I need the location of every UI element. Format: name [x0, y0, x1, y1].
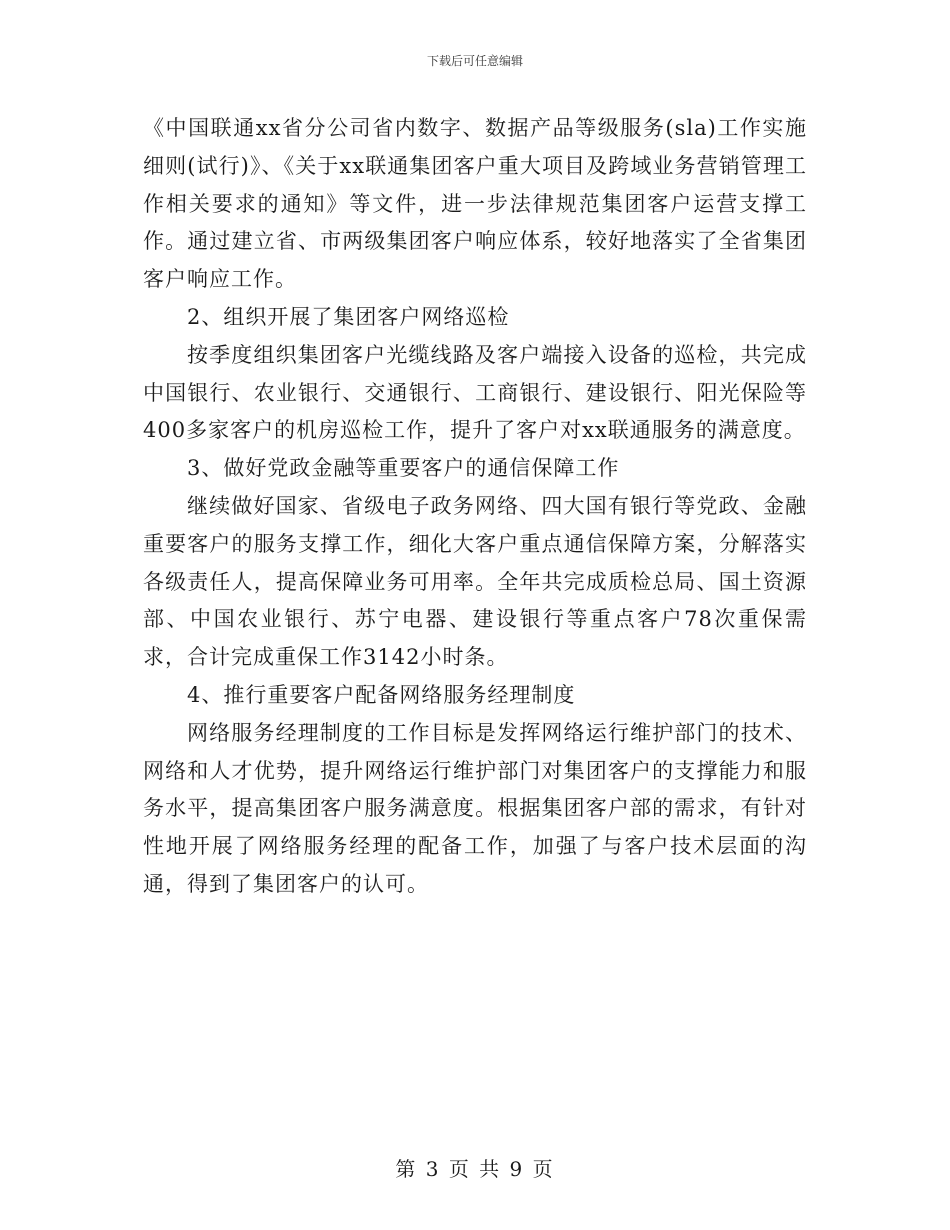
paragraph-intro: 《中国联通xx省分公司省内数字、数据产品等级服务(sla)工作实施细则(试行)》、《关于xx联通集团客户重大项目及跨域业务营销管理工作相关要求的通知》等文件，进一步法律规范集团客户运营支撑工作。通过建立省、市两级集团客户响应体系，较好地落实了全省集团客户响应工作。: [143, 116, 807, 292]
section-heading-service-manager: 4、推行重要客户配备网络服务经理制度: [187, 682, 576, 707]
document-body: [143, 110, 807, 904]
section-heading-network-inspection: 2、组织开展了集团客户网络巡检: [187, 304, 510, 329]
section-heading-communication-support: 3、做好党政金融等重要客户的通信保障工作: [187, 456, 620, 481]
page-number: 第 3 页 共 9 页: [395, 1157, 555, 1181]
paragraph-communication-support: 继续做好国家、省级电子政务网络、四大国有银行等党政、金融重要客户的服务支撑工作，细化大客户重点通信保障方案，分解落实各级责任人，提高保障业务可用率。全年共完成质检总局、国土资源部、中国农业银行、苏宁电器、建设银行等重点客户78次重保需求，合计完成重保工作3142小时条。: [143, 493, 807, 670]
paragraph-service-manager: 网络服务经理制度的工作目标是发挥网络运行维护部门的技术、网络和人才优势，提升网络运行维护部门对集团客户的支撑能力和服务水平，提高集团客户服务满意度。根据集团客户部的需求，有针对性地开展了网络服务经理的配备工作，加强了与客户技术层面的沟通，得到了集团客户的认可。: [143, 720, 807, 896]
paragraph-network-inspection: 按季度组织集团客户光缆线路及客户端接入设备的巡检，共完成中国银行、农业银行、交通银行、工商银行、建设银行、阳光保险等400多家客户的机房巡检工作，提升了客户对xx联通服务的满意度。: [143, 342, 807, 443]
page-header: 下载后可任意编辑: [426, 54, 523, 68]
